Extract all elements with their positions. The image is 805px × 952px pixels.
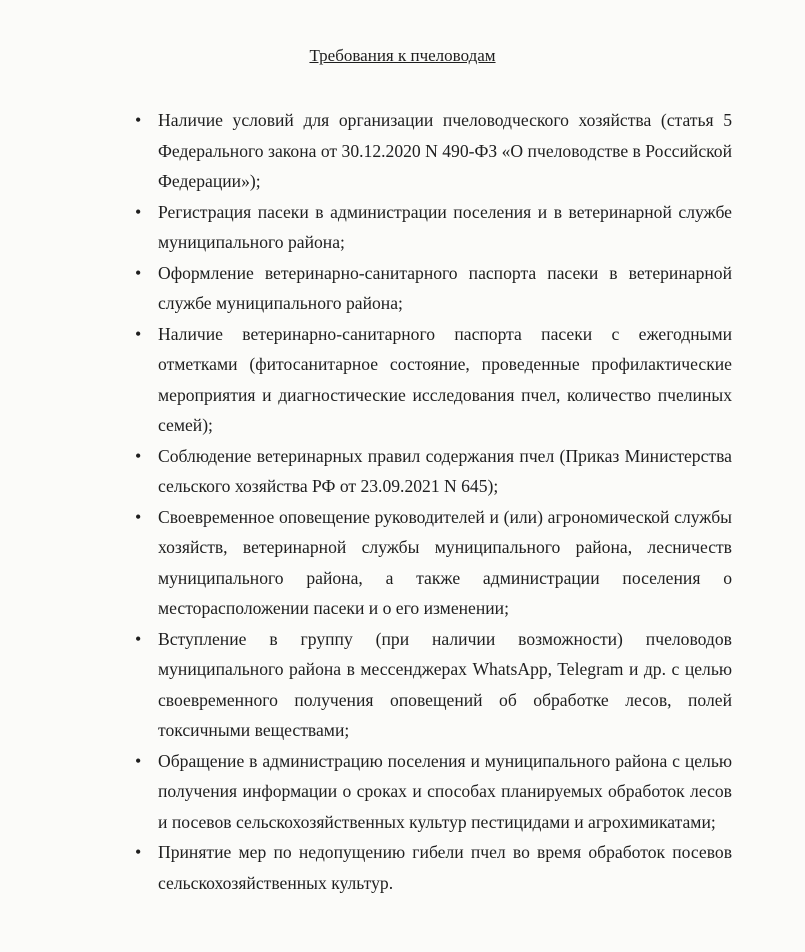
list-item: • Наличие условий для организации пчеловодческого хозяйства (статья 5 Федерального закона от 30.12.2020 N 490-ФЗ «О пчеловодстве в Российской Федерации»); xyxy=(158,105,732,197)
list-item: • Регистрация пасеки в администрации поселения и в ветеринарной службе муниципального района; xyxy=(158,197,732,258)
list-item: • Наличие ветеринарно-санитарного паспорта пасеки с ежегодными отметками (фитосанитарное состояние, проведенные профилактические мероприятия и диагностические исследования пчел, количество пчелиных семей); xyxy=(158,319,732,441)
list-item: • Своевременное оповещение руководителей и (или) агрономической службы хозяйств, ветеринарной службы муниципального района, лесничеств муниципального района, а также администрации поселения о месторасположении пасеки и о его изменении; xyxy=(158,502,732,624)
list-item: • Обращение в администрацию поселения и муниципального района с целью получения информации о сроках и способах планируемых обработок лесов и посевов сельскохозяйственных культур пестицидами и агрохимикатами; xyxy=(158,746,732,838)
list-item: • Соблюдение ветеринарных правил содержания пчел (Приказ Министерства сельского хозяйства РФ от 23.09.2021 N 645); xyxy=(158,441,732,502)
document-title: Требования к пчеловодам xyxy=(309,46,496,65)
list-item: • Оформление ветеринарно-санитарного паспорта пасеки в ветеринарной службе муниципального района; xyxy=(158,258,732,319)
list-item: • Принятие мер по недопущению гибели пчел во время обработок посевов сельскохозяйственных культур. xyxy=(158,837,732,898)
list-item: • Вступление в группу (при наличии возможности) пчеловодов муниципального района в мессенджерах WhatsApp, Telegram и др. с целью своевременного получения оповещений об обработке лесов, полей токсичными веществами; xyxy=(158,624,732,746)
requirements-list xyxy=(158,105,732,898)
